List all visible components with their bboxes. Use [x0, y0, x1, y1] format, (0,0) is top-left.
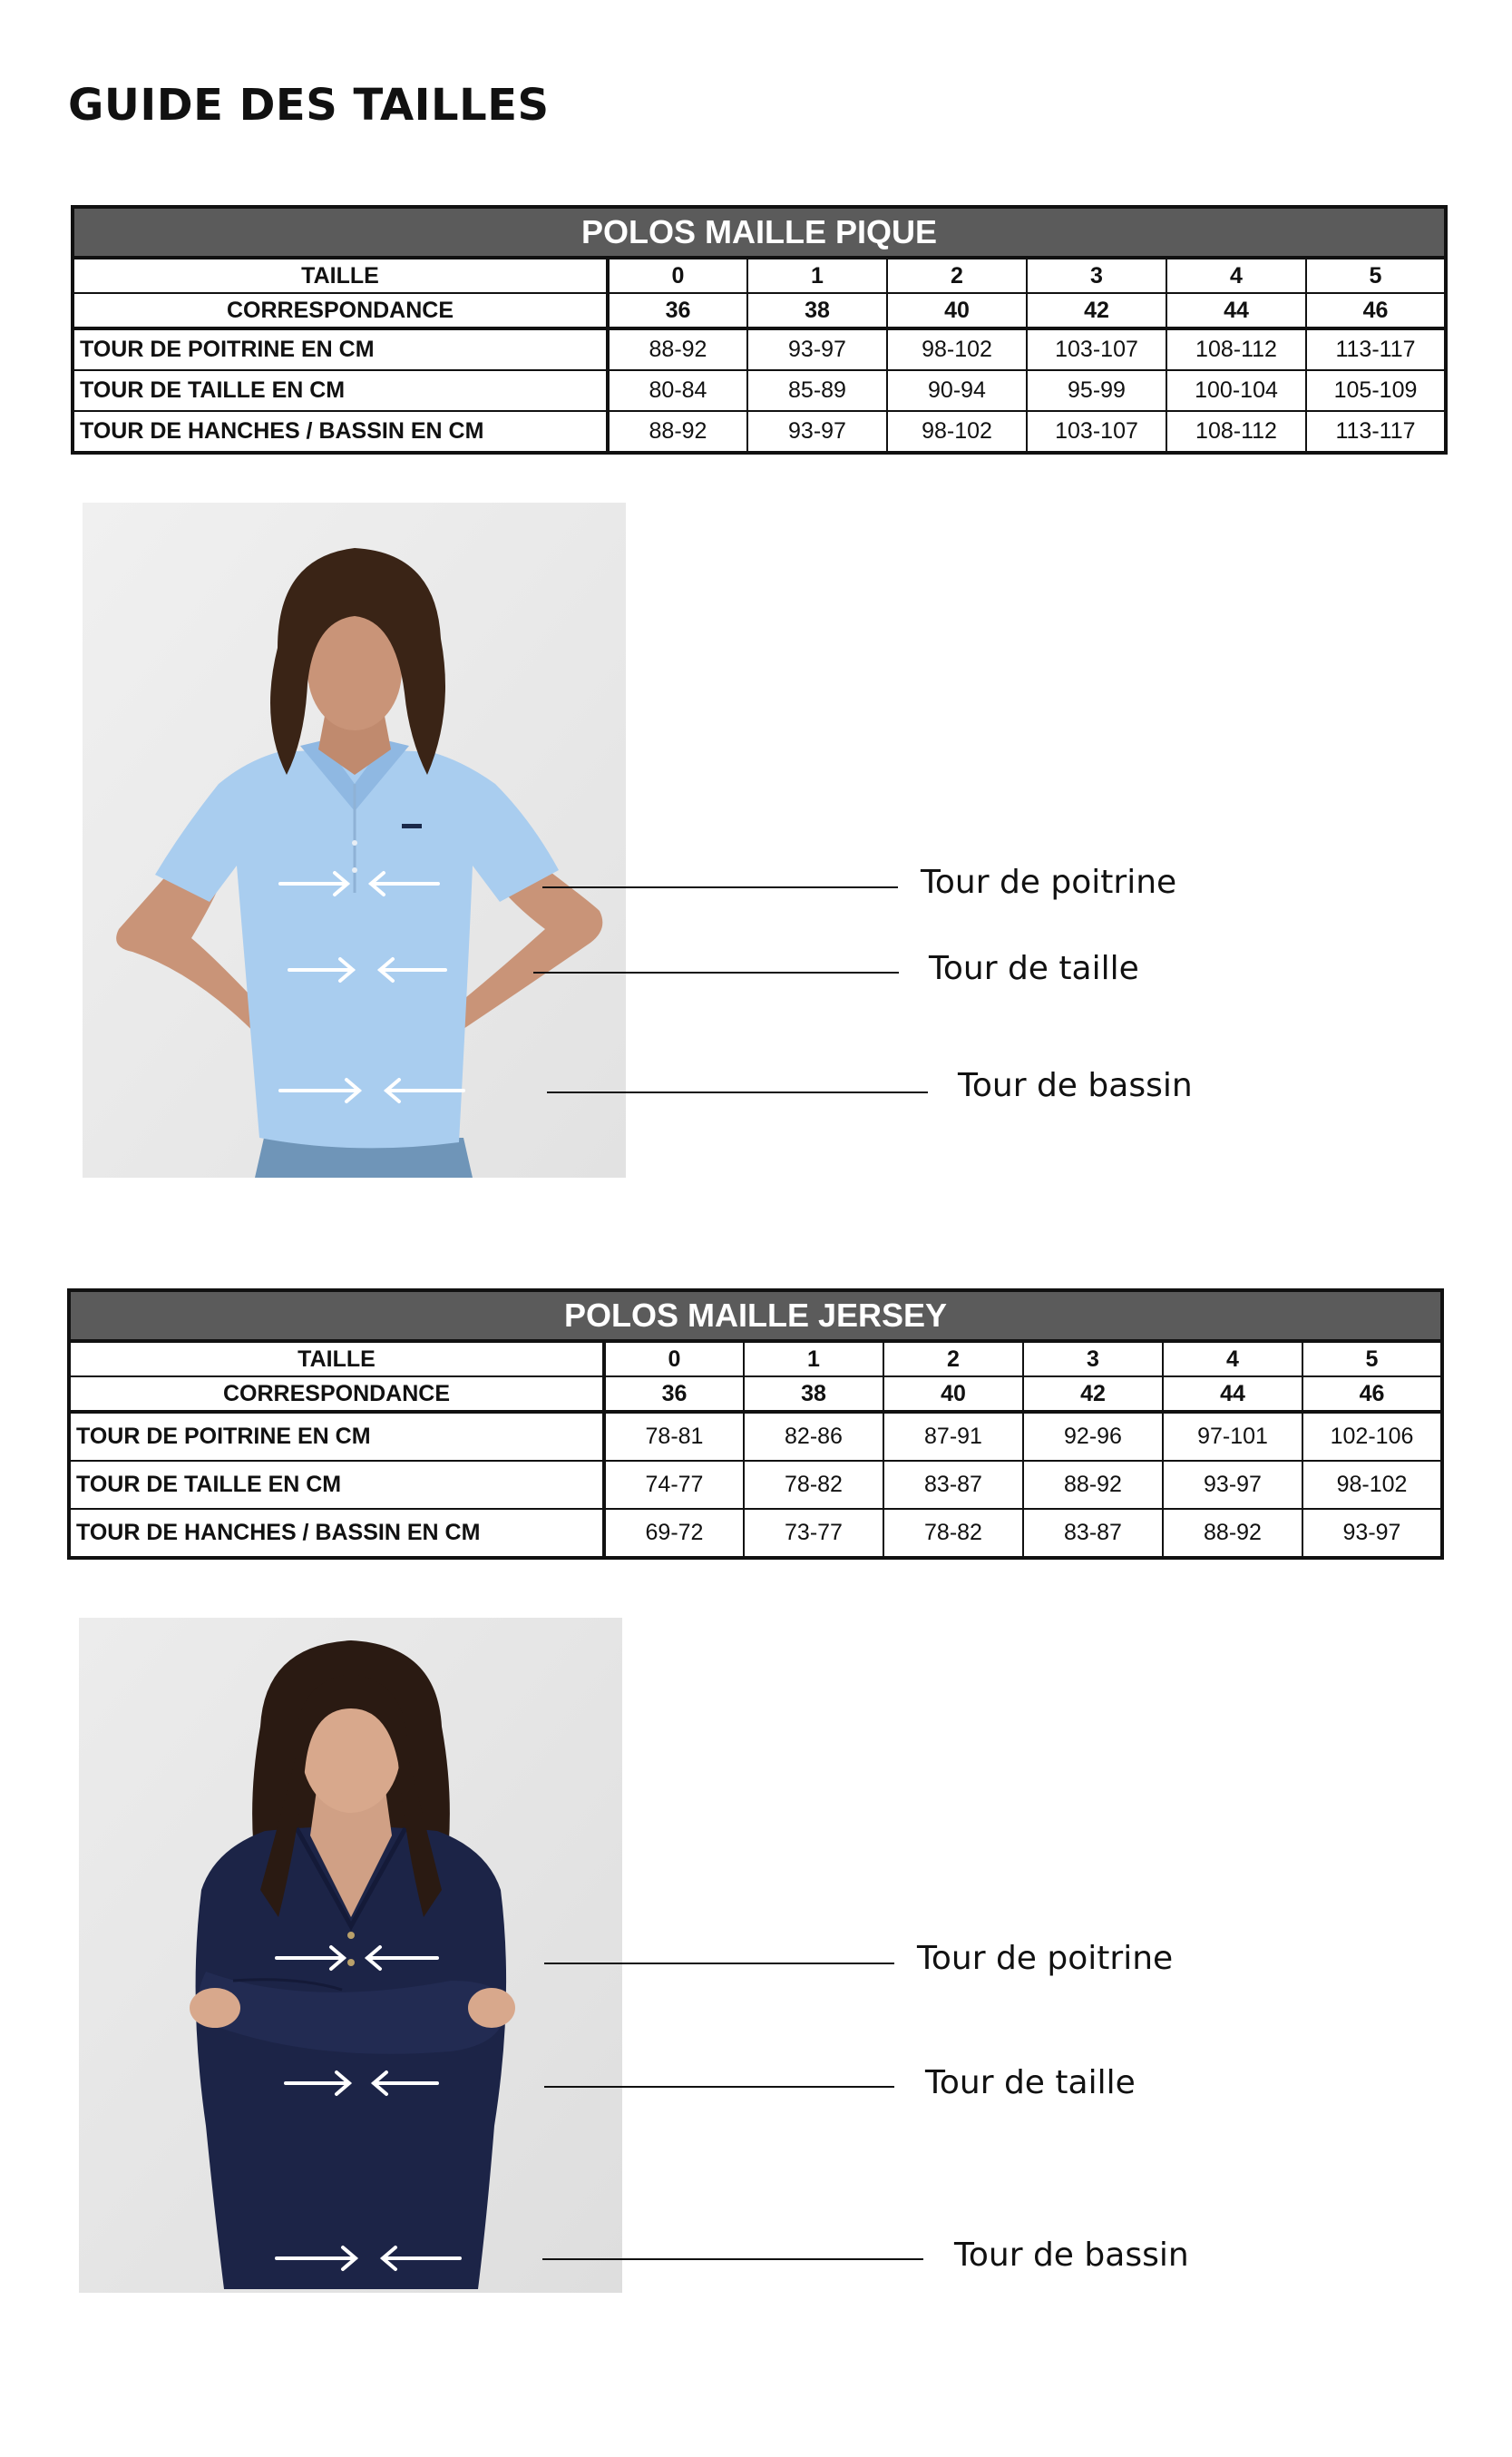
- taille-cell: 4: [1163, 1341, 1302, 1376]
- value-cell: 69-72: [604, 1509, 744, 1558]
- value-cell: 83-87: [1023, 1509, 1163, 1558]
- bassin-label: Tour de bassin: [958, 1067, 1193, 1104]
- correspondance-cell: 46: [1306, 293, 1446, 328]
- model-photo-pique: [83, 503, 626, 1178]
- taille-label: TAILLE: [69, 1341, 604, 1376]
- value-cell: 78-82: [883, 1509, 1023, 1558]
- value-cell: 103-107: [1027, 411, 1166, 453]
- value-cell: 105-109: [1306, 370, 1446, 411]
- value-cell: 98-102: [887, 328, 1027, 370]
- correspondance-label: CORRESPONDANCE: [69, 1376, 604, 1412]
- value-cell: 97-101: [1163, 1412, 1302, 1461]
- correspondance-cell: 38: [747, 293, 887, 328]
- taille-cell: 5: [1306, 258, 1446, 293]
- correspondance-cell: 40: [887, 293, 1027, 328]
- value-cell: 113-117: [1306, 328, 1446, 370]
- value-cell: 95-99: [1027, 370, 1166, 411]
- taille-label: Tour de taille: [925, 2064, 1136, 2101]
- value-cell: 93-97: [1163, 1461, 1302, 1509]
- poitrine-label: Tour de poitrine: [917, 1940, 1174, 1977]
- row-label: TOUR DE POITRINE EN CM: [69, 1412, 604, 1461]
- correspondance-cell: 42: [1023, 1376, 1163, 1412]
- correspondance-cell: 44: [1163, 1376, 1302, 1412]
- poitrine-pointer-line: [542, 886, 898, 888]
- taille-cell: 0: [608, 258, 747, 293]
- taille-label: Tour de taille: [929, 950, 1139, 987]
- row-label: TOUR DE TAILLE EN CM: [73, 370, 608, 411]
- taille-cell: 3: [1027, 258, 1166, 293]
- size-table-jersey: [67, 1288, 1444, 1560]
- taille-cell: 5: [1302, 1341, 1442, 1376]
- value-cell: 87-91: [883, 1412, 1023, 1461]
- value-cell: 88-92: [1163, 1509, 1302, 1558]
- value-cell: 102-106: [1302, 1412, 1442, 1461]
- bassin-pointer-line: [542, 2258, 923, 2260]
- table-title: POLOS MAILLE PIQUE: [73, 207, 1446, 258]
- row-label: TOUR DE POITRINE EN CM: [73, 328, 608, 370]
- taille-cell: 2: [887, 258, 1027, 293]
- correspondance-cell: 36: [608, 293, 747, 328]
- correspondance-cell: 40: [883, 1376, 1023, 1412]
- bassin-label: Tour de bassin: [954, 2237, 1189, 2274]
- value-cell: 78-81: [604, 1412, 744, 1461]
- value-cell: 83-87: [883, 1461, 1023, 1509]
- value-cell: 88-92: [608, 411, 747, 453]
- correspondance-cell: 46: [1302, 1376, 1442, 1412]
- size-table-pique: [71, 205, 1448, 455]
- value-cell: 108-112: [1166, 411, 1306, 453]
- taille-cell: 4: [1166, 258, 1306, 293]
- value-cell: 74-77: [604, 1461, 744, 1509]
- value-cell: 73-77: [744, 1509, 883, 1558]
- value-cell: 90-94: [887, 370, 1027, 411]
- table-title: POLOS MAILLE JERSEY: [69, 1290, 1442, 1341]
- page-title: GUIDE DES TAILLES: [68, 80, 550, 131]
- value-cell: 88-92: [1023, 1461, 1163, 1509]
- value-cell: 78-82: [744, 1461, 883, 1509]
- taille-cell: 1: [747, 258, 887, 293]
- model-photo-jersey: [79, 1618, 622, 2293]
- taille-label: TAILLE: [73, 258, 608, 293]
- value-cell: 108-112: [1166, 328, 1306, 370]
- correspondance-cell: 42: [1027, 293, 1166, 328]
- value-cell: 93-97: [1302, 1509, 1442, 1558]
- taille-pointer-line: [544, 2086, 894, 2088]
- table-row: [69, 1509, 1442, 1558]
- correspondance-label: CORRESPONDANCE: [73, 293, 608, 328]
- value-cell: 80-84: [608, 370, 747, 411]
- table-row: [73, 411, 1446, 453]
- value-cell: 88-92: [608, 328, 747, 370]
- value-cell: 98-102: [1302, 1461, 1442, 1509]
- taille-cell: 2: [883, 1341, 1023, 1376]
- correspondance-cell: 38: [744, 1376, 883, 1412]
- taille-cell: 3: [1023, 1341, 1163, 1376]
- value-cell: 82-86: [744, 1412, 883, 1461]
- bassin-pointer-line: [547, 1091, 928, 1093]
- table-row: [73, 370, 1446, 411]
- correspondance-cell: 44: [1166, 293, 1306, 328]
- table-row: [73, 328, 1446, 370]
- value-cell: 92-96: [1023, 1412, 1163, 1461]
- table-row: [69, 1412, 1442, 1461]
- taille-pointer-line: [533, 972, 899, 974]
- correspondance-cell: 36: [604, 1376, 744, 1412]
- value-cell: 85-89: [747, 370, 887, 411]
- table-row: [69, 1461, 1442, 1509]
- value-cell: 93-97: [747, 411, 887, 453]
- value-cell: 103-107: [1027, 328, 1166, 370]
- value-cell: 113-117: [1306, 411, 1446, 453]
- taille-cell: 1: [744, 1341, 883, 1376]
- taille-cell: 0: [604, 1341, 744, 1376]
- row-label: TOUR DE TAILLE EN CM: [69, 1461, 604, 1509]
- poitrine-label: Tour de poitrine: [921, 864, 1177, 901]
- poitrine-pointer-line: [544, 1963, 894, 1964]
- value-cell: 100-104: [1166, 370, 1306, 411]
- row-label: TOUR DE HANCHES / BASSIN EN CM: [73, 411, 608, 453]
- value-cell: 98-102: [887, 411, 1027, 453]
- row-label: TOUR DE HANCHES / BASSIN EN CM: [69, 1509, 604, 1558]
- value-cell: 93-97: [747, 328, 887, 370]
